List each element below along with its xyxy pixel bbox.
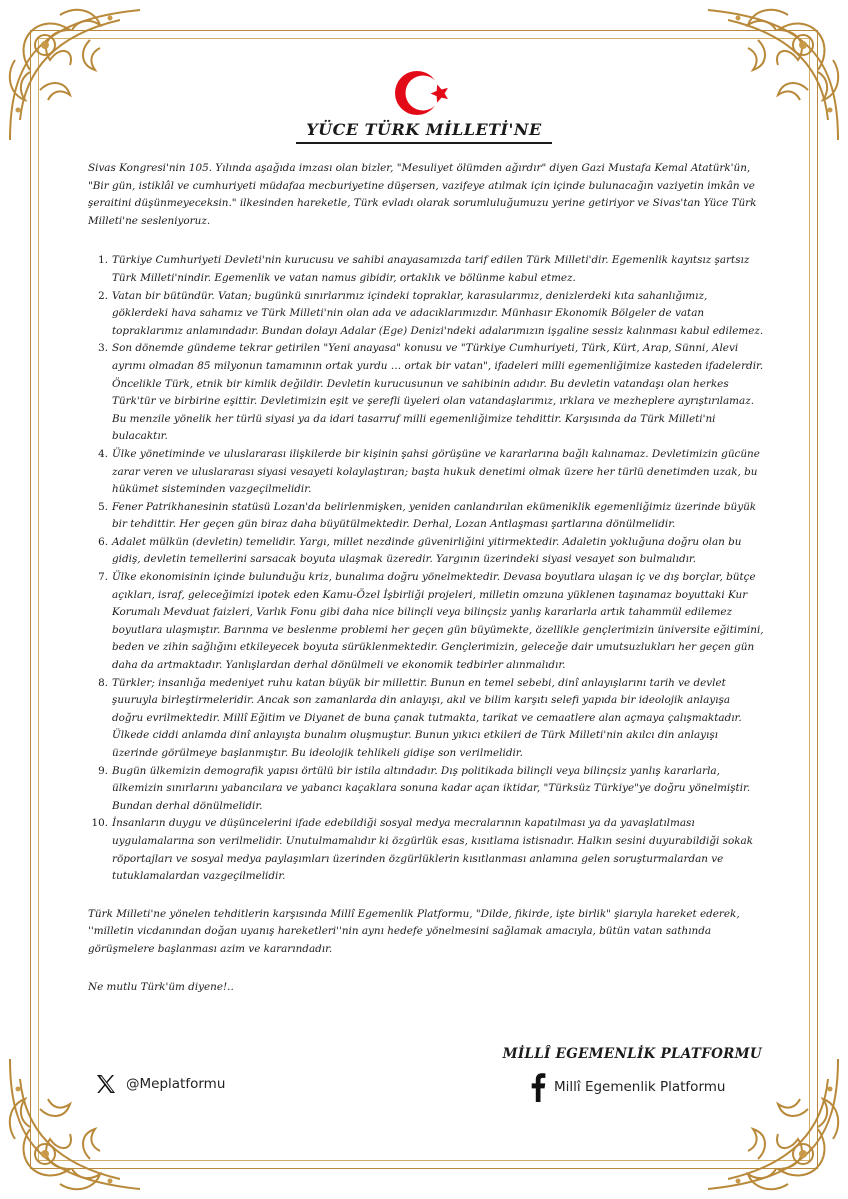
signature: MİLLÎ EGEMENLİK PLATFORMU [502, 1046, 762, 1062]
letter-body [88, 160, 764, 996]
x-logo-icon [94, 1072, 118, 1096]
motto: Ne mutlu Türk'üm diyene!.. [88, 980, 234, 993]
item-number: 8. [98, 676, 108, 689]
list-item [98, 675, 764, 763]
list-item [98, 763, 764, 816]
item-number: 9. [98, 764, 108, 777]
list-item [98, 446, 764, 499]
item-text: Türkiye Cumhuriyeti Devleti'nin kurucusu ve sahibi anayasamızda tarif edilen Türk Milleti'dir. Egemenlik kayıtsız şartsız Türk Milleti'nindir. Egemenlik ve vatan namus gibidir, ortaklık ve bölünme kabul etmez. [112, 254, 750, 284]
item-number: 3. [98, 342, 108, 355]
item-text: Adalet mülkün (devletin) temelidir. Yargı, millet nezdinde güvenirliğini yitirmektedir. Adaletin yokluğuna doğru olan bu gidiş, devletin temellerini sarsacak boyuta ulaşmak üzeredir. Yargının üzerindeki siyasi vesayet son bulmalıdır. [112, 535, 742, 566]
item-text: Fener Patrikhanesinin statüsü Lozan'da belirlenmişken, yeniden canlandırılan ekümeniklik egemenliğimiz üzerinde büyük bir tehdittir. Her geçen gün biraz daha büyütülmektedir. Derhal, Lozan Antlaşması şartlarına dönülmelidir. [112, 500, 757, 531]
demands-list [88, 252, 764, 885]
page-title: YÜCE TÜRK MİLLETİ'NE [306, 120, 542, 139]
facebook-logo-icon [530, 1072, 546, 1102]
list-item [98, 288, 764, 341]
facebook-page-name: Millî Egemenlik Platformu [554, 1079, 726, 1095]
item-text: İnsanların duygu ve düşüncelerini ifade edebildiği sosyal medya mecralarının kapatılması ya da yavaşlatılması uygulamalarına son verilmelidir. Unutulmamalıdır ki özgürlük esas, kısıtlama istisnadır. Halkın sesini duyurabildiği sokak röportajları ve sosyal medya paylaşımları üzerinden özgürlüklerin kısıtlanması anlamına gelen soruşturmalardan ve tutuklamalardan vazgeçilmelidir. [112, 817, 753, 883]
x-handle: @Meplatformu [126, 1076, 226, 1092]
crescent-star-icon [392, 66, 456, 120]
list-item [98, 499, 764, 534]
item-text: Ülke yönetiminde ve uluslararası ilişkilerde bir kişinin şahsi görüşüne ve kararlarına bağlı kalınamaz. Devletimizin gücüne zarar veren ve uluslararası siyasi vesayeti kolaylaştıran; başta hukuk denetimi olmak üzere her türlü denetimden uzak, bu hükümet sisteminden vazgeçilmelidir. [112, 447, 760, 496]
item-number: 10. [91, 817, 108, 830]
list-item [98, 534, 764, 569]
item-number: 2. [98, 289, 108, 302]
item-text: Son dönemde gündeme tekrar getirilen "Yeni anayasa" konusu ve "Türkiye Cumhuriyeti, Türk, Kürt, Arap, Sünni, Alevi ayrımı olmadan 85 milyonun tamamının ortak yurdu … ortak bir vatan", ifadeleri milli egemenliğimize kasteden ifadelerdir. Öncelikle Türk, etnik bir kimlik değildir. Devletin kurucusunun ve sahibinin adıdır. Bu devletin vatandaşı olan herkes Türk'tür ve birbirine eşittir. Devletimizin eşit ve şerefli üyeleri olan vatandaşlarımız, ırklara ve mezheplere ayrıştırılamaz. Bu menzile yönelik her türlü siyasi ya da idari tasarruf milli egemenliğimize tehdittir. Karşısında da Türk Milleti'ni bulacaktır. [112, 342, 764, 443]
item-text: Ülke ekonomisinin içinde bulunduğu kriz, bunalıma doğru yönelmektedir. Devasa boyutlara ulaşan iç ve dış borçlar, bütçe açıkları, israf, geleceğimizi ipotek eden Kamu-Özel İşbirliği projeleri, milletin omzuna yüklenen taşınamaz boyuttaki Kur Korumalı Mevduat faizleri, Varlık Fonu gibi daha nice bilinçli veya bilinçsiz yanlış kararlarla artık tahammül edilemez boyutlara ulaşmıştır. Barınma ve beslenme problemi her geçen gün büyümekte, özellikle gençlerimizin üniversite eğitimini, beden ve zihin sağlığını etkileyecek boyuta sürüklenmektedir. Gençlerimizin, geleceğe dair umutsuzlukları her geçen gün daha da artmaktadır. Yanlışlardan derhal dönülmeli ve ekonomik tedbirler alınmalıdır. [112, 571, 764, 672]
list-item [91, 815, 764, 885]
item-number: 6. [98, 535, 108, 548]
facebook-page-link[interactable] [530, 1072, 725, 1102]
item-text: Bugün ülkemizin demografik yapısı örtülü bir istila altındadır. Dış politikada bilinçli veya bilinçsiz yanlış kararlarla, ülkemizin sınırlarını yabancılara ve yabancı kaçaklara sonuna kadar açan iktidar, "Türksüz Türkiye"ye doğru yönelmiştir. Bundan derhal dönülmelidir. [112, 764, 751, 812]
intro-paragraph: Sivas Kongresi'nin 105. Yılında aşağıda imzası olan bizler, "Mesuliyet ölümden ağırdır" diyen Gazi Mustafa Kemal Atatürk'ün, "Bir gün, istiklâl ve cumhuriyeti müdafaa mecburiyetine düşersen, vazifeye atılmak için içinde bulunacağın vaziyetin imkân ve şeraitini düşünmeyeceksin." ilkesinden hareketle, Türk evladı olarak sorumluluğumuzu yerine getiriyor ve Sivas'tan Yüce Türk Milleti'ne sesleniyoruz. [88, 162, 757, 227]
item-number: 1. [98, 254, 108, 267]
item-number: 5. [98, 500, 108, 513]
item-number: 4. [98, 447, 108, 460]
item-number: 7. [98, 571, 108, 584]
list-item [98, 340, 764, 446]
item-text: Vatan bir bütündür. Vatan; bugünkü sınırlarımız içindeki topraklar, karasularımız, denizlerdeki kıta sahanlığımız, göklerdeki hava sahamız ve Türk Milleti'nin olan ada ve adacıklarımızdır. Münhasır Ekonomik Bölgeler de vatan topraklarımız anlamındadır. Bundan dolayı Adalar (Ege) Denizi'ndeki adalarımızın işgaline sessiz kalınması kabul edilemez. [112, 289, 764, 337]
x-account-link[interactable] [94, 1072, 225, 1096]
title-underline [296, 142, 552, 144]
list-item [98, 569, 764, 675]
item-text: Türkler; insanlığa medeniyet ruhu katan büyük bir millettir. Bunun en temel sebebi, dinî anlayışlarını tarih ve devlet şuuruyla birleştirmeleridir. Ancak son zamanlarda din anlayışı, akıl ve bilim karşıtı selefi yapıda bir ideolojik anlayışa doğru evrilmektedir. Millî Eğitim ve Diyanet de buna çanak tutmakta, tarikat ve cemaatlere alan açmaya çalışmaktadır. Ülkede ciddi anlamda dinî anlayışta bunalım oluşmuştur. Bunun yıkıcı etkileri de Türk Milleti'nin akılcı din anlayışı üzerinde görülmeye başlanmıştır. Bu ideolojik tehlikeli gidişe son verilmelidir. [112, 676, 742, 759]
closing-paragraph: Türk Milleti'ne yönelen tehditlerin karşısında Millî Egemenlik Platformu, "Dilde, fikirde, işte birlik" şiarıyla hareket ederek, ''milletin vicdanından doğan uyanış hareketleri''nin aynı hedefe yönelmesini sağlamak amacıyla, bütün vatan sathında görüşmelere başlanması azim ve kararındadır. [88, 907, 740, 955]
list-item [98, 252, 764, 287]
